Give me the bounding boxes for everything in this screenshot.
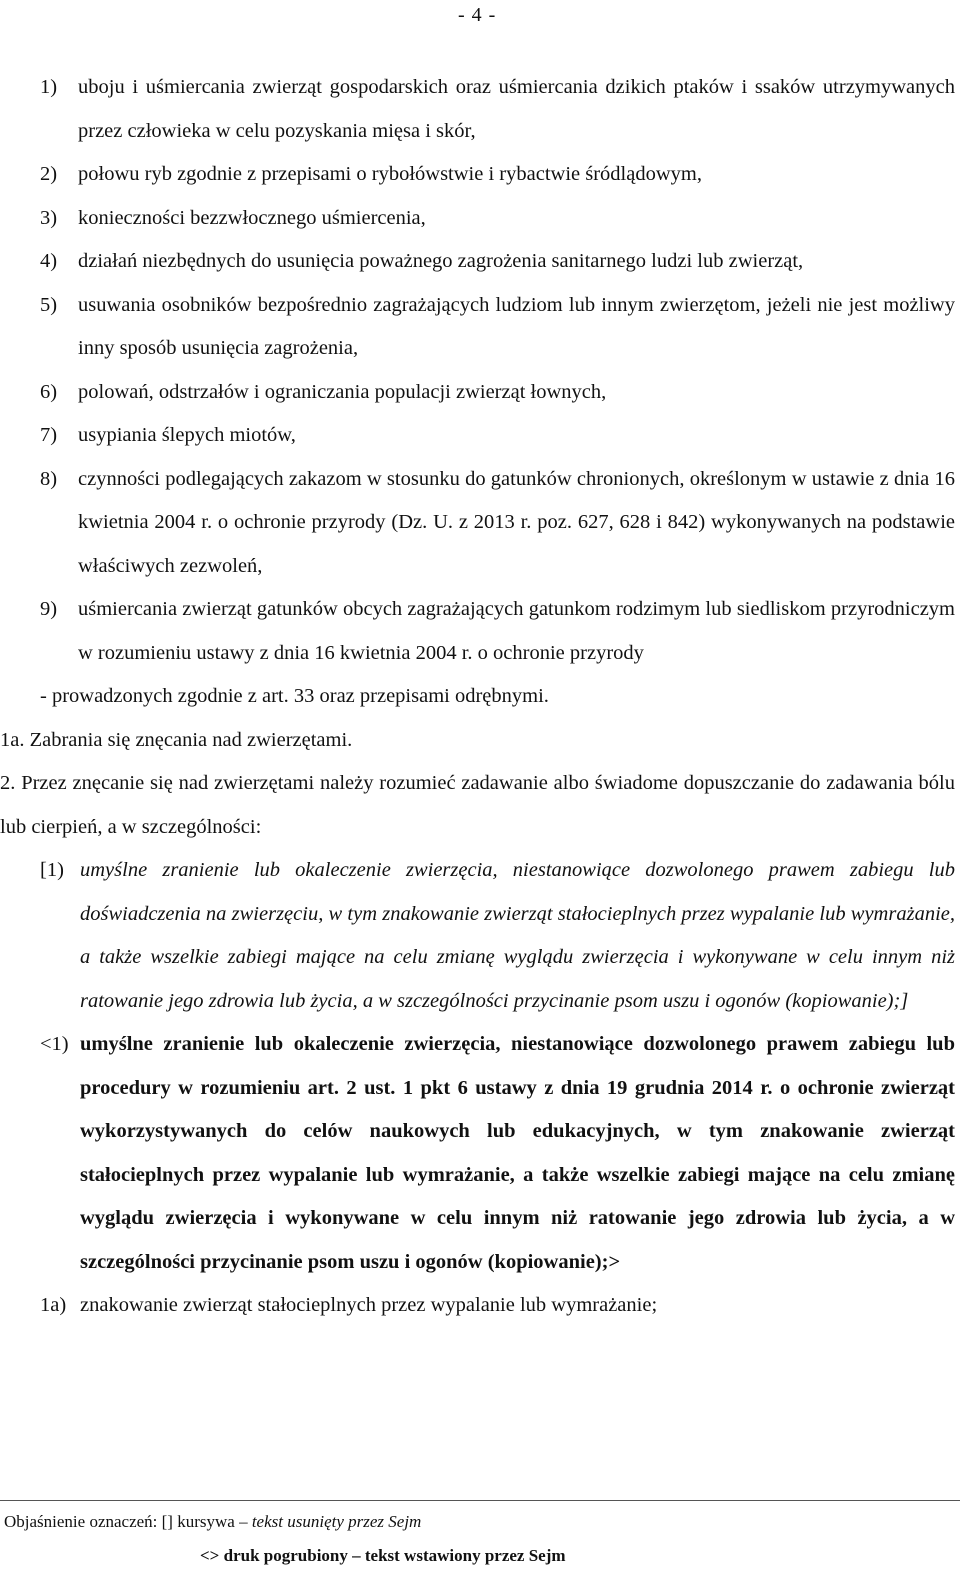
item-number: [1): [40, 859, 64, 881]
legend-footer: [0, 1500, 960, 1573]
item-number: 6): [40, 380, 58, 403]
item-text: czynności podlegających zakazom w stosunku do gatunków chronionych, określonym w ustawie z dnia 16 kwietnia 2004 r. o ochronie przyrody (Dz. U. z 2013 r. poz. 627, 628 i 842) wykonywanych na podstawie właściwych zezwoleń,: [78, 467, 955, 577]
item-number: 5): [40, 293, 58, 316]
page-number: - 4 -: [458, 4, 497, 26]
item-number: 1a): [40, 1294, 67, 1316]
list-item: [40, 588, 955, 675]
item-number: 8): [40, 467, 58, 490]
list-item: [40, 197, 955, 241]
list-item: [40, 414, 955, 458]
item-text: znakowanie zwierząt stałocieplnych przez wypalanie lub wymrażanie;: [80, 1294, 658, 1316]
document-body: [0, 66, 955, 1328]
item-number: 7): [40, 424, 58, 446]
list-item: [40, 284, 955, 371]
legend-line-inserted: <> druk pogrubiony – tekst wstawiony przez Sejm: [200, 1546, 566, 1565]
paragraph-number: 2.: [0, 772, 16, 794]
item-text-inserted: umyślne zranienie lub okaleczenie zwierzęcia, niestanowiące dozwolonego prawem zabiegu lub procedury w rozumieniu art. 2 ust. 1 pkt 6 ustawy z dnia 19 grudnia 2014 r. o ochronie zwierząt wykorzystywanych do celów naukowych lub edukacyjnych, w tym znakowanie zwierząt stałocieplnych przez wypalanie lub wymrażanie, a także wszelkie zabiegi mające na celu zmianę wyglądu zwierzęcia i wykonywane w celu innym niż ratowanie jego zdrowia lub życia, a w szczególności przycinanie psom uszu i ogonów (kopiowanie);>: [80, 1033, 955, 1273]
inserted-item: [40, 1023, 955, 1284]
item-text: uśmiercania zwierząt gatunków obcych zagrażających gatunkom rodzimym lub siedliskom przyrodniczym w rozumieniu ustawy z dnia 16 kwietnia 2004 r. o ochronie przyrody: [78, 598, 955, 664]
item-text: usypiania ślepych miotów,: [78, 424, 296, 446]
item-number: 3): [40, 206, 58, 229]
item-text: polowań, odstrzałów i ograniczania populacji zwierząt łownych,: [78, 380, 607, 403]
list-item: [40, 458, 955, 589]
deleted-item: [40, 849, 955, 1023]
item-number: <1): [40, 1033, 69, 1055]
item-text: połowu ryb zgodnie z przepisami o rybołówstwie i rybactwie śródlądowym,: [78, 163, 702, 185]
list-item: [40, 153, 955, 197]
closing-line: - prowadzonych zgodnie z art. 33 oraz przepisami odrębnymi.: [40, 685, 549, 707]
item-text: działań niezbędnych do usunięcia poważnego zagrożenia sanitarnego ludzi lub zwierząt,: [78, 250, 804, 272]
list-item-1a: [40, 1284, 955, 1328]
legend-line-deleted: Objaśnienie oznaczeń: [] kursywa – tekst usunięty przez Sejm: [4, 1512, 422, 1531]
item-text: konieczności bezzwłocznego uśmiercenia,: [78, 206, 426, 229]
item-text-deleted: umyślne zranienie lub okaleczenie zwierzęcia, niestanowiące dozwolonego prawem zabiegu lub doświadczenia na zwierzęciu, w tym znakowanie zwierząt stałocieplnych przez wypalanie lub wymrażanie, a także wszelkie zabiegi mające na celu zmianę wyglądu zwierzęcia i wykonywane w celu innym niż ratowanie jego zdrowia lub życia, a w szczególności przycinanie psom uszu i ogonów (kopiowanie);]: [80, 859, 955, 1012]
item-number: 4): [40, 250, 58, 272]
list-item: [40, 66, 955, 153]
list-item: [40, 240, 955, 284]
item-number: 1): [40, 76, 58, 98]
item-text: usuwania osobników bezpośrednio zagrażających ludziom lub innym zwierzętom, jeżeli nie jest możliwy inny sposób usunięcia zagrożenia,: [78, 293, 955, 359]
item-number: 9): [40, 598, 58, 620]
paragraph-2: [0, 762, 955, 849]
list-item: [40, 371, 955, 415]
paragraph-1a: 1a. Zabrania się znęcania nad zwierzętami.: [0, 728, 353, 751]
item-text: uboju i uśmiercania zwierząt gospodarskich oraz uśmiercania dzikich ptaków i ssaków utrzymywanych przez człowieka w celu pozyskania mięsa i skór,: [78, 76, 955, 142]
paragraph-text: Przez znęcanie się nad zwierzętami należy rozumieć zadawanie albo świadome dopuszczanie do zadawania bólu lub cierpień, a w szczególności:: [0, 772, 955, 838]
item-number: 2): [40, 163, 58, 185]
